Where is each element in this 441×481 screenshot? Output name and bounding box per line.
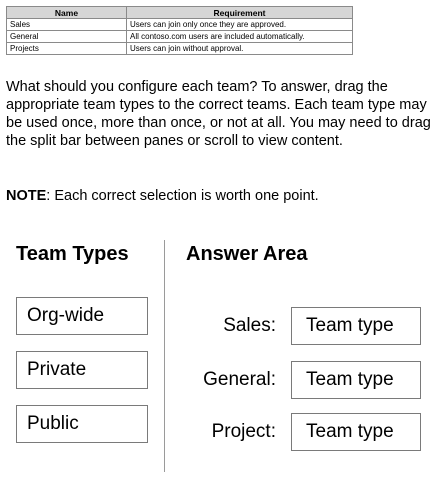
answer-label-general: General: [203, 369, 276, 390]
team-type-public[interactable]: Public [16, 405, 148, 443]
note-label: NOTE [6, 188, 47, 204]
requirement-cell: Users can join only once they are approved. [127, 19, 353, 31]
table-row [7, 19, 353, 31]
team-name-cell: General [7, 31, 127, 43]
note-body: : Each correct selection is worth one point. [46, 188, 319, 204]
column-header-name: Name [7, 7, 127, 19]
table-row [7, 43, 353, 55]
drop-slot-sales[interactable]: Team type [291, 307, 421, 345]
drop-slot-project[interactable]: Team type [291, 413, 421, 451]
requirement-cell: Users can join without approval. [127, 43, 353, 55]
table-header-row [7, 7, 353, 19]
drop-slot-general[interactable]: Team type [291, 361, 421, 399]
team-type-private[interactable]: Private [16, 351, 148, 389]
note-text [6, 187, 436, 205]
team-name-cell: Projects [7, 43, 127, 55]
answer-label-sales: Sales: [223, 315, 276, 336]
instructions-text: What should you configure each team? To answer, drag the appropriate team types to the correct teams. Each team type may be used once, more than once, or not at all. You may need to drag the split bar between panes or scroll to view content. [6, 79, 431, 149]
team-types-heading: Team Types [16, 243, 129, 265]
table-row [7, 31, 353, 43]
requirements-table [6, 6, 353, 55]
team-type-org-wide[interactable]: Org-wide [16, 297, 148, 335]
column-header-requirement: Requirement [127, 7, 353, 19]
requirement-cell: All contoso.com users are included automatically. [127, 31, 353, 43]
pane-divider[interactable] [164, 240, 165, 472]
answer-label-project: Project: [211, 421, 276, 442]
team-name-cell: Sales [7, 19, 127, 31]
answer-area-heading: Answer Area [186, 243, 308, 265]
